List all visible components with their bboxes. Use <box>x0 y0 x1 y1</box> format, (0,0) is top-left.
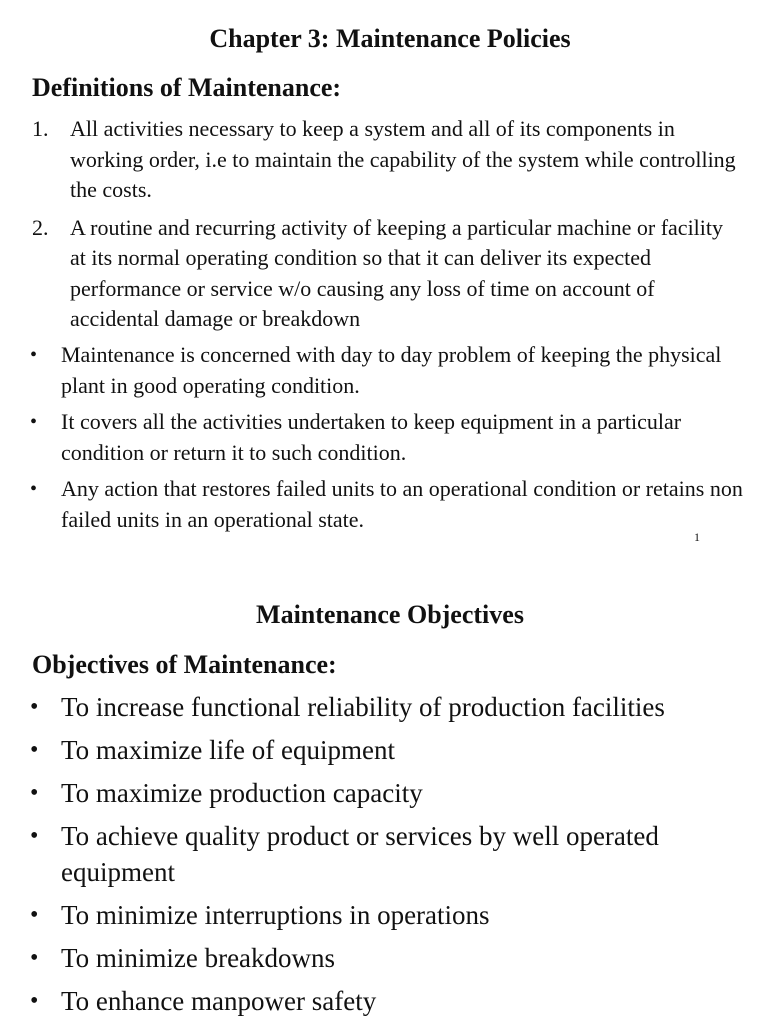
list-item-text: To minimize breakdowns <box>61 943 336 973</box>
numbered-list-item <box>0 213 768 335</box>
definition-bullets-list <box>0 340 768 541</box>
bullet-list-item <box>0 340 768 401</box>
bullet-icon: • <box>30 694 39 720</box>
bullet-icon: • <box>30 988 39 1014</box>
bullet-icon: • <box>30 411 38 433</box>
bullet-icon: • <box>30 478 38 500</box>
slide-title: Chapter 3: Maintenance Policies <box>209 24 571 53</box>
bullet-list-item <box>0 897 768 933</box>
page-number: 1 <box>694 530 700 544</box>
bullet-icon: • <box>30 780 39 806</box>
list-item-text: To achieve quality product or services by well operated equipment <box>61 821 659 887</box>
section-heading: Definitions of Maintenance: <box>32 73 342 102</box>
bullet-icon: • <box>30 902 39 928</box>
bullet-list-item <box>0 940 768 976</box>
section-heading: Objectives of Maintenance: <box>32 650 337 679</box>
bullet-icon: • <box>30 344 38 366</box>
bullet-icon: • <box>30 823 39 849</box>
slide-objectives <box>0 560 768 1024</box>
list-item-text: To maximize life of equipment <box>61 735 396 765</box>
bullet-list-item <box>0 689 768 725</box>
bullet-list-item <box>0 983 768 1019</box>
slide-title: Maintenance Objectives <box>256 600 524 629</box>
list-item-text: To minimize interruptions in operations <box>61 900 490 930</box>
bullet-list-item <box>0 818 768 890</box>
list-item-text: Maintenance is concerned with day to day problem of keeping the physical plant in good operating condition. <box>61 342 722 398</box>
list-item-text: To increase functional reliability of production facilities <box>61 692 665 722</box>
list-item-text: All activities necessary to keep a system and all of its components in working order, i.e to maintain the capability of the system while controlling the costs. <box>70 116 736 202</box>
numbered-list-item <box>0 114 768 206</box>
list-item-text: It covers all the activities undertaken to keep equipment in a particular condition or return it to such condition. <box>61 409 682 465</box>
list-item-text: To enhance manpower safety <box>61 986 377 1016</box>
objectives-bullets-list <box>0 689 768 1026</box>
list-number: 2. <box>32 214 49 240</box>
list-item-text: A routine and recurring activity of keeping a particular machine or facility at its normal operating condition so that it can deliver its expected performance or service w/o causing any loss of time on account of accidental damage or breakdown <box>70 214 724 331</box>
list-item-text: To maximize production capacity <box>61 778 423 808</box>
bullet-list-item <box>0 732 768 768</box>
numbered-definitions-list <box>0 114 768 342</box>
bullet-icon: • <box>30 945 39 971</box>
bullet-list-item <box>0 407 768 468</box>
list-number: 1. <box>32 116 49 141</box>
bullet-list-item <box>0 474 768 535</box>
list-item-text: Any action that restores failed units to an operational condition or retains non failed units in an operational state. <box>61 476 743 532</box>
bullet-icon: • <box>30 737 39 763</box>
bullet-list-item <box>0 775 768 811</box>
